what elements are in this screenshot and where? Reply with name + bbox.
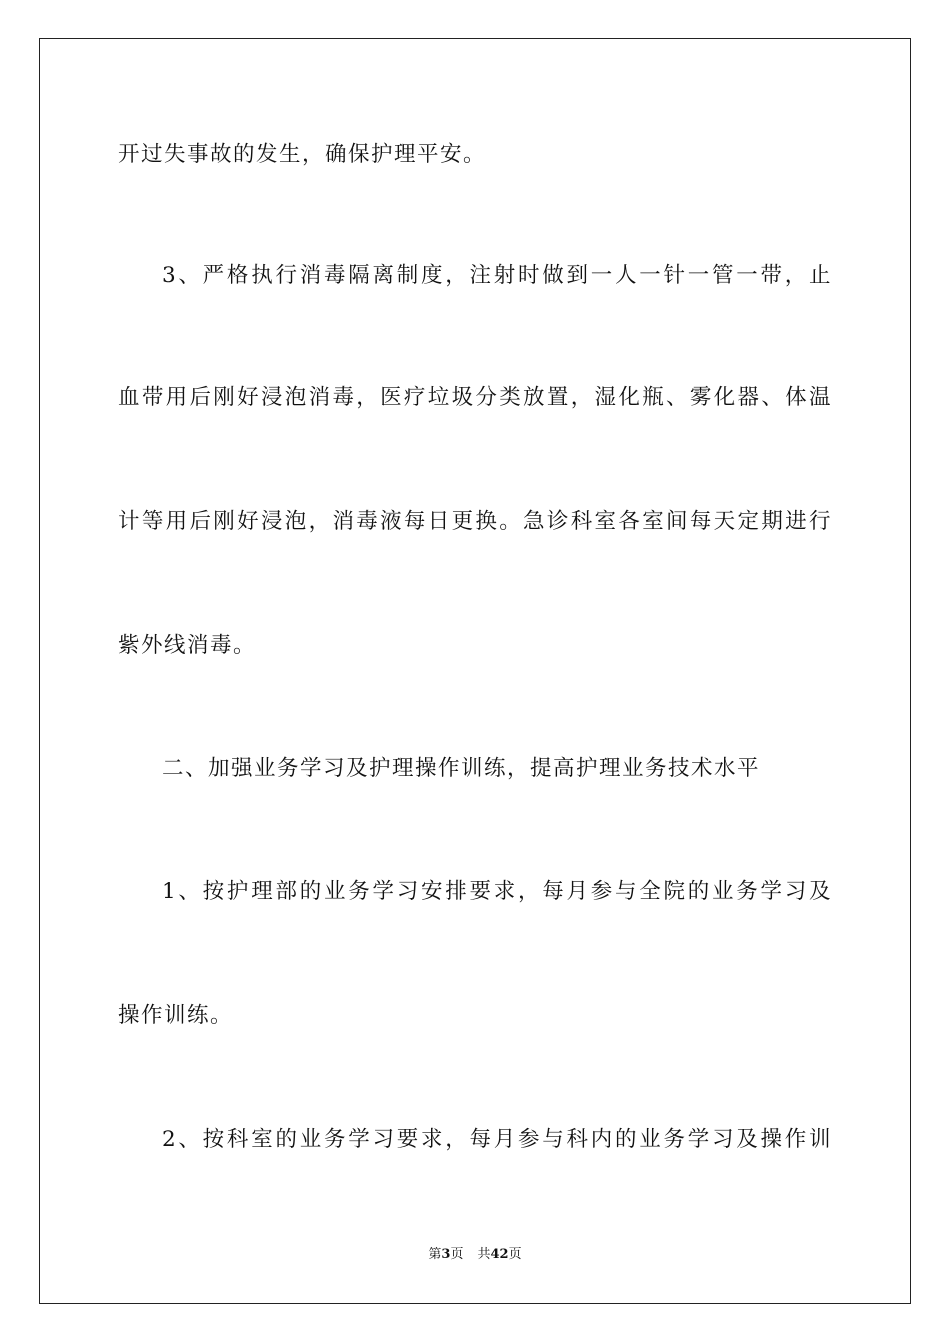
text-line-7: 1、按护理部的业务学习安排要求，每月参与全院的业务学习及 [162,879,832,904]
text-line-4: 计等用后刚好浸泡，消毒液每日更换。急诊科室各室间每天定期进行 [118,509,832,534]
footer-page-number: 3 [441,1247,451,1262]
section-heading: 二、加强业务学习及护理操作训练，提高护理业务技术水平 [162,756,761,781]
text-line-9: 2、按科室的业务学习要求，每月参与科内的业务学习及操作训 [162,1127,832,1152]
text-line-1: 开过失事故的发生，确保护理平安。 [118,142,487,167]
text-line-2: 3、严格执行消毒隔离制度，注射时做到一人一针一管一带，止 [162,263,832,288]
text-line-3: 血带用后刚好浸泡消毒，医疗垃圾分类放置，湿化瓶、雾化器、体温 [118,385,832,410]
page-border [39,38,911,1304]
footer-total-prefix: 共 [477,1247,491,1262]
footer-page-suffix: 页 [450,1247,464,1262]
page-footer [0,1246,950,1264]
text-line-5: 紫外线消毒。 [118,633,257,658]
footer-page-prefix: 第 [428,1247,442,1262]
footer-total-suffix: 页 [508,1247,522,1262]
footer-total-number: 42 [490,1247,509,1262]
text-line-8: 操作训练。 [118,1003,234,1028]
